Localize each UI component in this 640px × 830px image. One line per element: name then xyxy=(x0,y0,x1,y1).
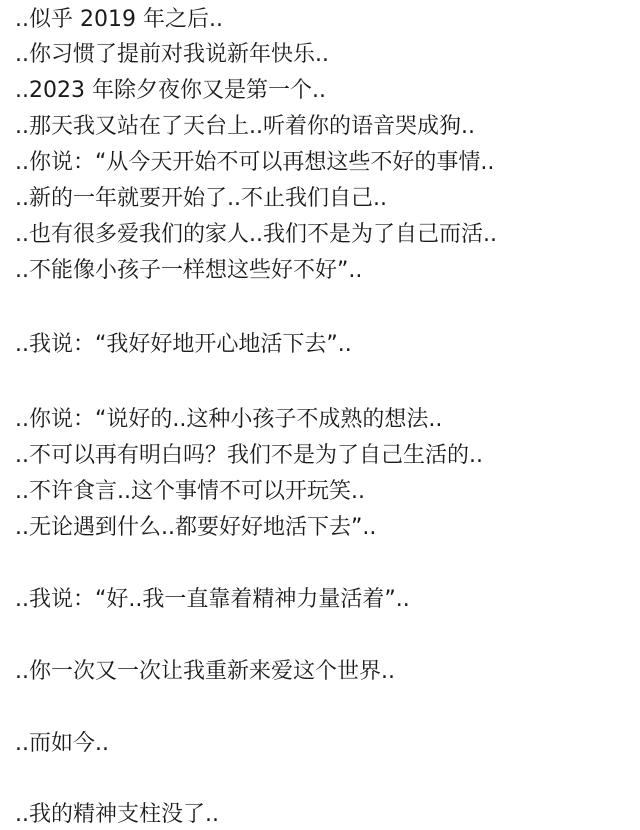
text-line: ..我说：“我好好地开心地活下去”.. xyxy=(15,332,352,357)
text-line: ..我说：“好..我一直靠着精神力量活着”.. xyxy=(15,587,410,612)
text-line: ..不许食言..这个事情不可以开玩笑.. xyxy=(15,479,365,504)
text-line: ..不能像小孩子一样想这些好不好”.. xyxy=(15,258,363,283)
text-line: ..似乎 2019 年之后.. xyxy=(15,7,223,32)
text-line: ..2023 年除夕夜你又是第一个.. xyxy=(15,78,326,103)
text-line: ..你习惯了提前对我说新年快乐.. xyxy=(15,42,329,67)
text-line: ..新的一年就要开始了..不止我们自己.. xyxy=(15,186,387,211)
text-line: ..不可以再有明白吗？我们不是为了自己生活的.. xyxy=(15,443,483,468)
text-line: ..也有很多爱我们的家人..我们不是为了自己而活.. xyxy=(15,222,497,247)
text-line: ..我的精神支柱没了.. xyxy=(15,802,219,827)
text-line: ..无论遇到什么..都要好好地活下去”.. xyxy=(15,515,377,540)
text-line: ..你一次又一次让我重新来爱这个世界.. xyxy=(15,659,395,684)
text-line: ..而如今.. xyxy=(15,731,109,756)
text-line: ..那天我又站在了天台上..听着你的语音哭成狗.. xyxy=(15,114,475,139)
text-line: ..你说：“说好的..这种小孩子不成熟的想法.. xyxy=(15,407,443,432)
text-line: ..你说：“从今天开始不可以再想这些不好的事情.. xyxy=(15,150,495,175)
